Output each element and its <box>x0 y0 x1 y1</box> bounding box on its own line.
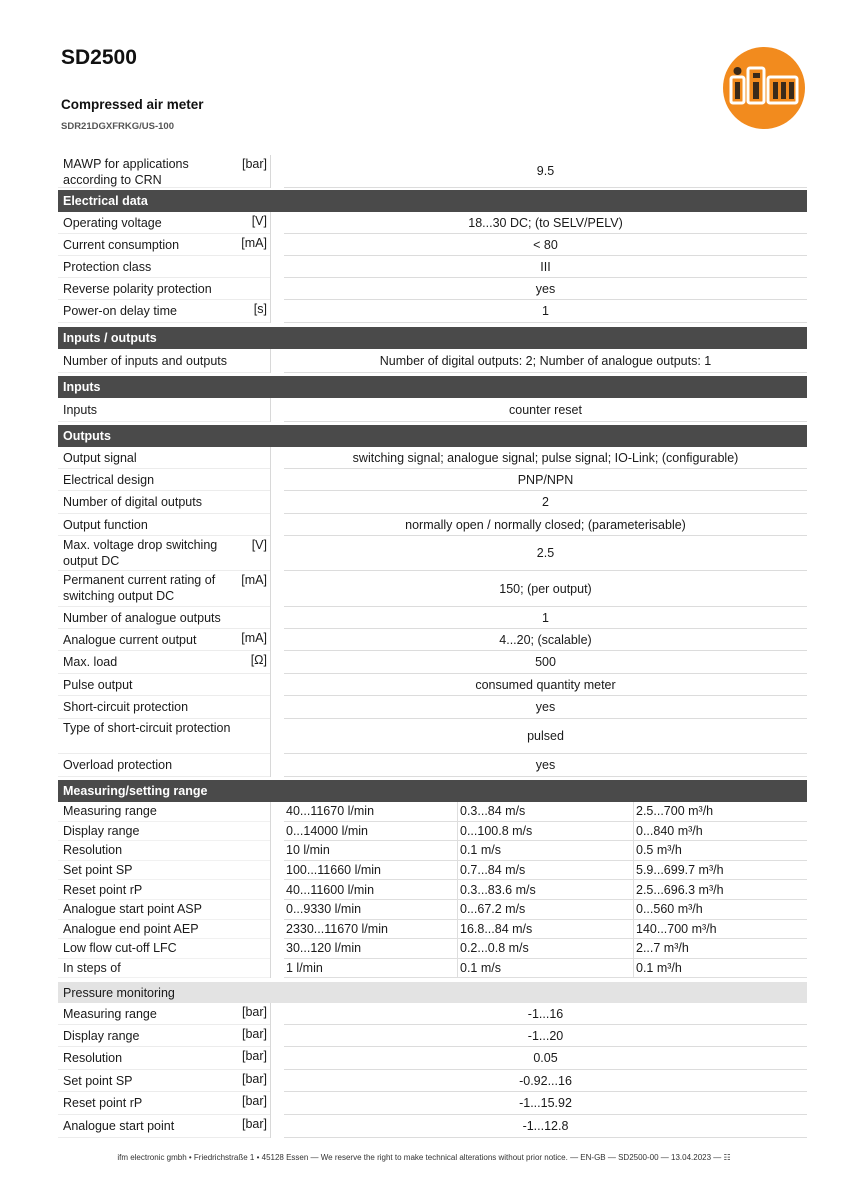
spec-value: Number of digital outputs: 2; Number of analogue outputs: 1 <box>284 349 807 373</box>
spec-value: -1...15.92 <box>284 1092 807 1115</box>
measuring-value-lmin: 100...11660 l/min <box>284 861 458 881</box>
measuring-value-m3h: 2.5...696.3 m³/h <box>634 880 807 900</box>
spec-row <box>58 212 807 234</box>
spec-label: Operating voltage <box>63 215 162 230</box>
spec-label: Output signal <box>63 450 137 465</box>
measuring-value-m3h: 2...7 m³/h <box>634 939 807 959</box>
spec-row <box>58 1115 807 1138</box>
product-subtitle: Compressed air meter <box>61 97 204 112</box>
spec-row <box>58 469 807 491</box>
spec-value: 1 <box>284 300 807 323</box>
measuring-value-m3h: 0.5 m³/h <box>634 841 807 861</box>
measuring-value-ms: 0.3...83.6 m/s <box>458 880 634 900</box>
measuring-value-lmin: 10 l/min <box>284 841 458 861</box>
spec-unit: [bar] <box>241 1117 267 1132</box>
spec-label: Set point SP <box>58 861 270 881</box>
spec-row <box>58 349 807 373</box>
spec-value: 18...30 DC; (to SELV/PELV) <box>284 212 807 234</box>
spec-label: Analogue current output <box>63 632 197 647</box>
spec-label: Electrical design <box>63 472 155 487</box>
spec-label: Power-on delay time <box>63 304 177 318</box>
page-title: SD2500 <box>61 46 137 69</box>
spec-value: -1...16 <box>284 1003 807 1025</box>
spec-label: MAWP for applications according to CRN <box>63 157 189 187</box>
measuring-value-ms: 0.2...0.8 m/s <box>458 939 634 959</box>
spec-label: Measuring range <box>63 1006 157 1021</box>
spec-label: Short-circuit protection <box>63 700 189 714</box>
spec-row-mawp <box>58 155 807 188</box>
spec-value: switching signal; analogue signal; pulse signal; IO-Link; (configurable) <box>284 447 807 469</box>
measuring-value-lmin: 1 l/min <box>284 959 458 979</box>
spec-value: yes <box>284 754 807 777</box>
spec-row <box>58 1092 807 1115</box>
spec-label: Number of digital outputs <box>63 495 202 509</box>
measuring-value-m3h: 0...840 m³/h <box>634 822 807 842</box>
spec-unit: [bar] <box>241 1049 267 1064</box>
spec-row <box>58 491 807 514</box>
measuring-value-m3h: 2.5...700 m³/h <box>634 802 807 822</box>
spec-value: yes <box>284 278 807 300</box>
measuring-value-lmin: 40...11670 l/min <box>284 802 458 822</box>
spec-value: normally open / normally closed; (parameterisable) <box>284 514 807 536</box>
spec-label: Max. voltage drop switching output DC <box>63 538 218 568</box>
spec-value: 9.5 <box>284 155 807 188</box>
spec-unit: [bar] <box>241 1027 267 1042</box>
spec-value: < 80 <box>284 234 807 256</box>
spec-unit: [mA] <box>241 631 267 645</box>
spec-row <box>58 514 807 536</box>
spec-row <box>58 536 807 571</box>
measuring-value-ms: 0.7...84 m/s <box>458 861 634 881</box>
spec-label: Resolution <box>63 1051 123 1066</box>
spec-value: 150; (per output) <box>284 571 807 607</box>
spec-unit: [V] <box>251 538 267 552</box>
spec-table <box>58 155 807 1138</box>
spec-label: Reset point rP <box>58 880 270 900</box>
page-footer <box>0 1153 848 1162</box>
spec-unit: [bar] <box>241 1005 267 1020</box>
spec-unit: [s] <box>253 302 267 316</box>
spec-row <box>58 256 807 278</box>
spec-unit: [mA] <box>241 236 267 250</box>
spec-value: counter reset <box>284 398 807 422</box>
measuring-value-ms: 0.1 m/s <box>458 959 634 979</box>
spec-row <box>58 300 807 323</box>
spec-label: Output function <box>63 517 148 532</box>
article-code: SDR21DGXFRKG/US-100 <box>61 121 174 132</box>
measuring-row <box>58 920 807 940</box>
spec-label: Low flow cut-off LFC <box>58 939 270 959</box>
section-pressure-monitoring: Pressure monitoring <box>58 982 807 1003</box>
measuring-value-lmin: 2330...11670 l/min <box>284 920 458 940</box>
spec-row <box>58 629 807 651</box>
spec-value: consumed quantity meter <box>284 674 807 696</box>
section-outputs: Outputs <box>58 425 807 447</box>
measuring-value-ms: 0.3...84 m/s <box>458 802 634 822</box>
spec-value: PNP/NPN <box>284 469 807 491</box>
spec-value: pulsed <box>284 719 807 754</box>
spec-label: Number of analogue outputs <box>63 610 221 625</box>
spec-label: Max. load <box>63 655 118 669</box>
spec-row <box>58 278 807 300</box>
spec-row <box>58 754 807 777</box>
spec-value: -1...20 <box>284 1025 807 1047</box>
spec-label: Measuring range <box>58 802 270 822</box>
spec-row <box>58 1025 807 1047</box>
measuring-value-m3h: 0.1 m³/h <box>634 959 807 979</box>
spec-label: Set point SP <box>63 1073 133 1088</box>
section-electrical-data: Electrical data <box>58 190 807 212</box>
spec-label: Analogue end point AEP <box>58 920 270 940</box>
footer-text: ifm electronic gmbh • Friedrichstraße 1 • 45128 Essen — We reserve the right to make technical alterations without prior notice. — EN-GB — SD2500-00 — 13.04.2023 — <box>117 1153 722 1162</box>
measuring-value-ms: 0.1 m/s <box>458 841 634 861</box>
spec-value: 0.05 <box>284 1047 807 1070</box>
section-measuring-setting-range: Measuring/setting range <box>58 780 807 802</box>
spec-row <box>58 447 807 469</box>
spec-value: 500 <box>284 651 807 674</box>
spec-unit: [bar] <box>241 1072 267 1087</box>
spec-value: 2.5 <box>284 536 807 571</box>
spec-unit: [bar] <box>241 157 267 171</box>
section-inputs-outputs: Inputs / outputs <box>58 327 807 349</box>
spec-label: Reverse polarity protection <box>63 281 212 296</box>
ifm-logo <box>722 46 806 130</box>
measuring-value-ms: 0...100.8 m/s <box>458 822 634 842</box>
measuring-value-ms: 16.8...84 m/s <box>458 920 634 940</box>
spec-label: Inputs <box>63 402 98 417</box>
measuring-row <box>58 822 807 842</box>
measuring-value-lmin: 0...14000 l/min <box>284 822 458 842</box>
spec-row <box>58 674 807 696</box>
spec-row <box>58 1047 807 1070</box>
measuring-row <box>58 939 807 959</box>
spec-unit: [V] <box>251 214 267 228</box>
spec-label: Permanent current rating of switching output DC <box>63 573 216 603</box>
spec-row <box>58 398 807 422</box>
measuring-value-ms: 0...67.2 m/s <box>458 900 634 920</box>
spec-label: Pulse output <box>63 677 133 692</box>
footer-qr-icon: ☷ <box>723 1153 731 1162</box>
spec-row <box>58 1003 807 1025</box>
measuring-value-lmin: 0...9330 l/min <box>284 900 458 920</box>
spec-label: In steps of <box>58 959 270 979</box>
measuring-row <box>58 959 807 979</box>
measuring-value-m3h: 0...560 m³/h <box>634 900 807 920</box>
measuring-row <box>58 841 807 861</box>
spec-value: 2 <box>284 491 807 514</box>
spec-value: yes <box>284 696 807 719</box>
measuring-value-m3h: 5.9...699.7 m³/h <box>634 861 807 881</box>
spec-label: Overload protection <box>63 758 173 772</box>
spec-row <box>58 234 807 256</box>
spec-row <box>58 719 807 754</box>
spec-unit: [bar] <box>241 1094 267 1109</box>
spec-label: Display range <box>63 1028 140 1043</box>
spec-label: Reset point rP <box>63 1096 143 1111</box>
spec-label: Display range <box>58 822 270 842</box>
spec-row <box>58 651 807 674</box>
spec-row <box>58 696 807 719</box>
spec-value: III <box>284 256 807 278</box>
measuring-row <box>58 802 807 822</box>
spec-row <box>58 607 807 629</box>
spec-label: Number of inputs and outputs <box>63 353 227 368</box>
spec-label: Resolution <box>58 841 270 861</box>
measuring-value-lmin: 40...11600 l/min <box>284 880 458 900</box>
measuring-row <box>58 880 807 900</box>
spec-value: 4...20; (scalable) <box>284 629 807 651</box>
spec-row <box>58 571 807 607</box>
measuring-row <box>58 861 807 881</box>
measuring-value-lmin: 30...120 l/min <box>284 939 458 959</box>
spec-label: Analogue start point ASP <box>58 900 270 920</box>
spec-unit: [Ω] <box>250 653 267 667</box>
measuring-value-m3h: 140...700 m³/h <box>634 920 807 940</box>
spec-value: -1...12.8 <box>284 1115 807 1138</box>
spec-unit: [mA] <box>241 573 267 587</box>
spec-row <box>58 1070 807 1092</box>
spec-label: Type of short-circuit protection <box>63 721 231 735</box>
measuring-row <box>58 900 807 920</box>
section-inputs: Inputs <box>58 376 807 398</box>
spec-value: 1 <box>284 607 807 629</box>
spec-label: Protection class <box>63 259 152 274</box>
spec-label: Analogue start point <box>63 1119 175 1134</box>
spec-label: Current consumption <box>63 237 180 252</box>
spec-value: -0.92...16 <box>284 1070 807 1092</box>
